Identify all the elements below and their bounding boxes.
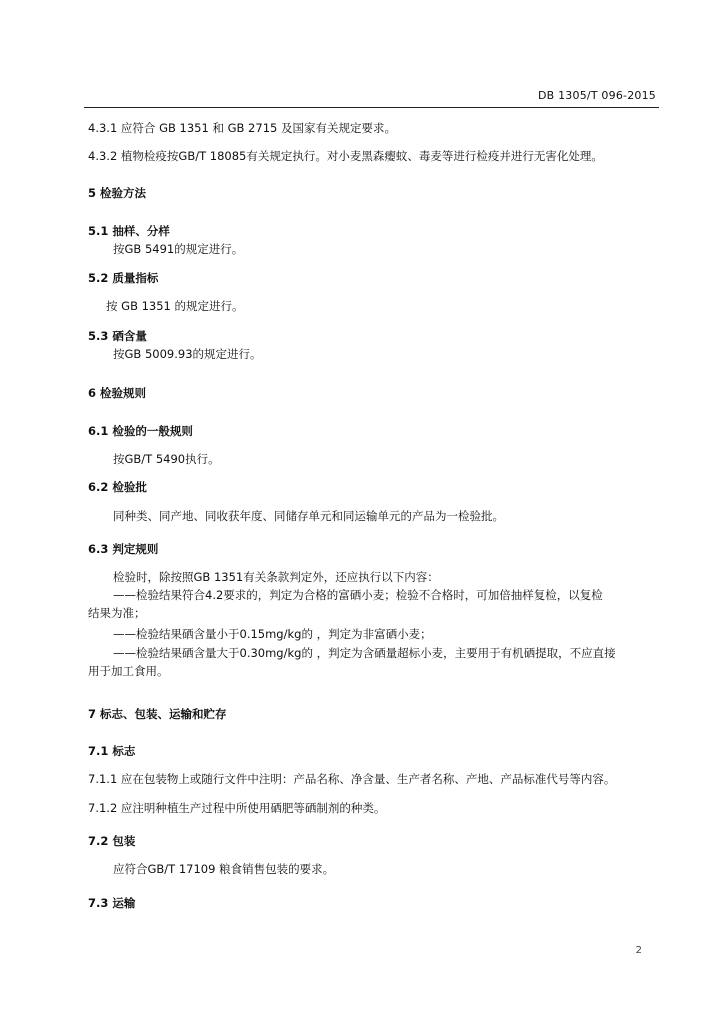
section-6-3-text-2: ——检验结果符合4.2要求的，判定为合格的富硒小麦；检验不合格时，可加倍抽样复检，以复检 <box>113 588 603 602</box>
section-6-3-text-5: ——检验结果硒含量大于0.30mg/kg的 ，判定为含硒量超标小麦，主要用于有机硒提取，不应直接 <box>113 646 616 660</box>
section-5-3-text: 按GB 5009.93的规定进行。 <box>113 347 262 361</box>
section-7-1-heading: 7.1 标志 <box>88 744 136 758</box>
header-rule <box>84 107 659 108</box>
clause-7-1-2: 7.1.2 应注明种植生产过程中所使用硒肥等硒制剂的种类。 <box>88 801 386 815</box>
section-6-3-text-6: 用于加工食用。 <box>88 664 169 678</box>
section-6-3-heading: 6.3 判定规则 <box>88 542 159 556</box>
section-7-3-heading: 7.3 运输 <box>88 896 136 910</box>
clause-4-3-2: 4.3.2 植物检疫按GB/T 18085有关规定执行。对小麦黑森瘿蚊、毒麦等进行检疫并进行无害化处理。 <box>88 149 603 163</box>
document-code: DB 1305/T 096-2015 <box>538 89 656 102</box>
section-5-1-heading: 5.1 抽样、分样 <box>88 224 170 238</box>
section-6-2-text: 同种类、同产地、同收获年度、同储存单元和同运输单元的产品为一检验批。 <box>113 509 504 523</box>
section-6-1-text: 按GB/T 5490执行。 <box>113 452 220 466</box>
section-5-2-text: 按 GB 1351 的规定进行。 <box>106 299 244 313</box>
section-6-2-heading: 6.2 检验批 <box>88 480 147 494</box>
section-5-heading: 5 检验方法 <box>88 186 147 200</box>
clause-7-1-1: 7.1.1 应在包装物上或随行文件中注明：产品名称、净含量、生产者名称、产地、产品标准代号等内容。 <box>88 772 616 786</box>
section-6-heading: 6 检验规则 <box>88 386 147 400</box>
section-6-3-text-1: 检验时，除按照GB 1351有关条款判定外，还应执行以下内容： <box>113 570 439 584</box>
section-7-2-text: 应符合GB/T 17109 粮食销售包装的要求。 <box>113 862 335 876</box>
section-7-heading: 7 标志、包装、运输和贮存 <box>88 707 227 721</box>
section-6-3-text-4: ——检验结果硒含量小于0.15mg/kg的 ，判定为非富硒小麦； <box>113 627 432 641</box>
section-5-2-heading: 5.2 质量指标 <box>88 271 159 285</box>
section-6-3-text-3: 结果为准； <box>88 606 146 620</box>
page-number: 2 <box>635 945 642 956</box>
section-5-3-heading: 5.3 硒含量 <box>88 329 147 343</box>
section-5-1-text: 按GB 5491的规定进行。 <box>113 242 244 256</box>
clause-4-3-1: 4.3.1 应符合 GB 1351 和 GB 2715 及国家有关规定要求。 <box>88 121 396 135</box>
section-6-1-heading: 6.1 检验的一般规则 <box>88 424 193 438</box>
section-7-2-heading: 7.2 包装 <box>88 834 136 848</box>
